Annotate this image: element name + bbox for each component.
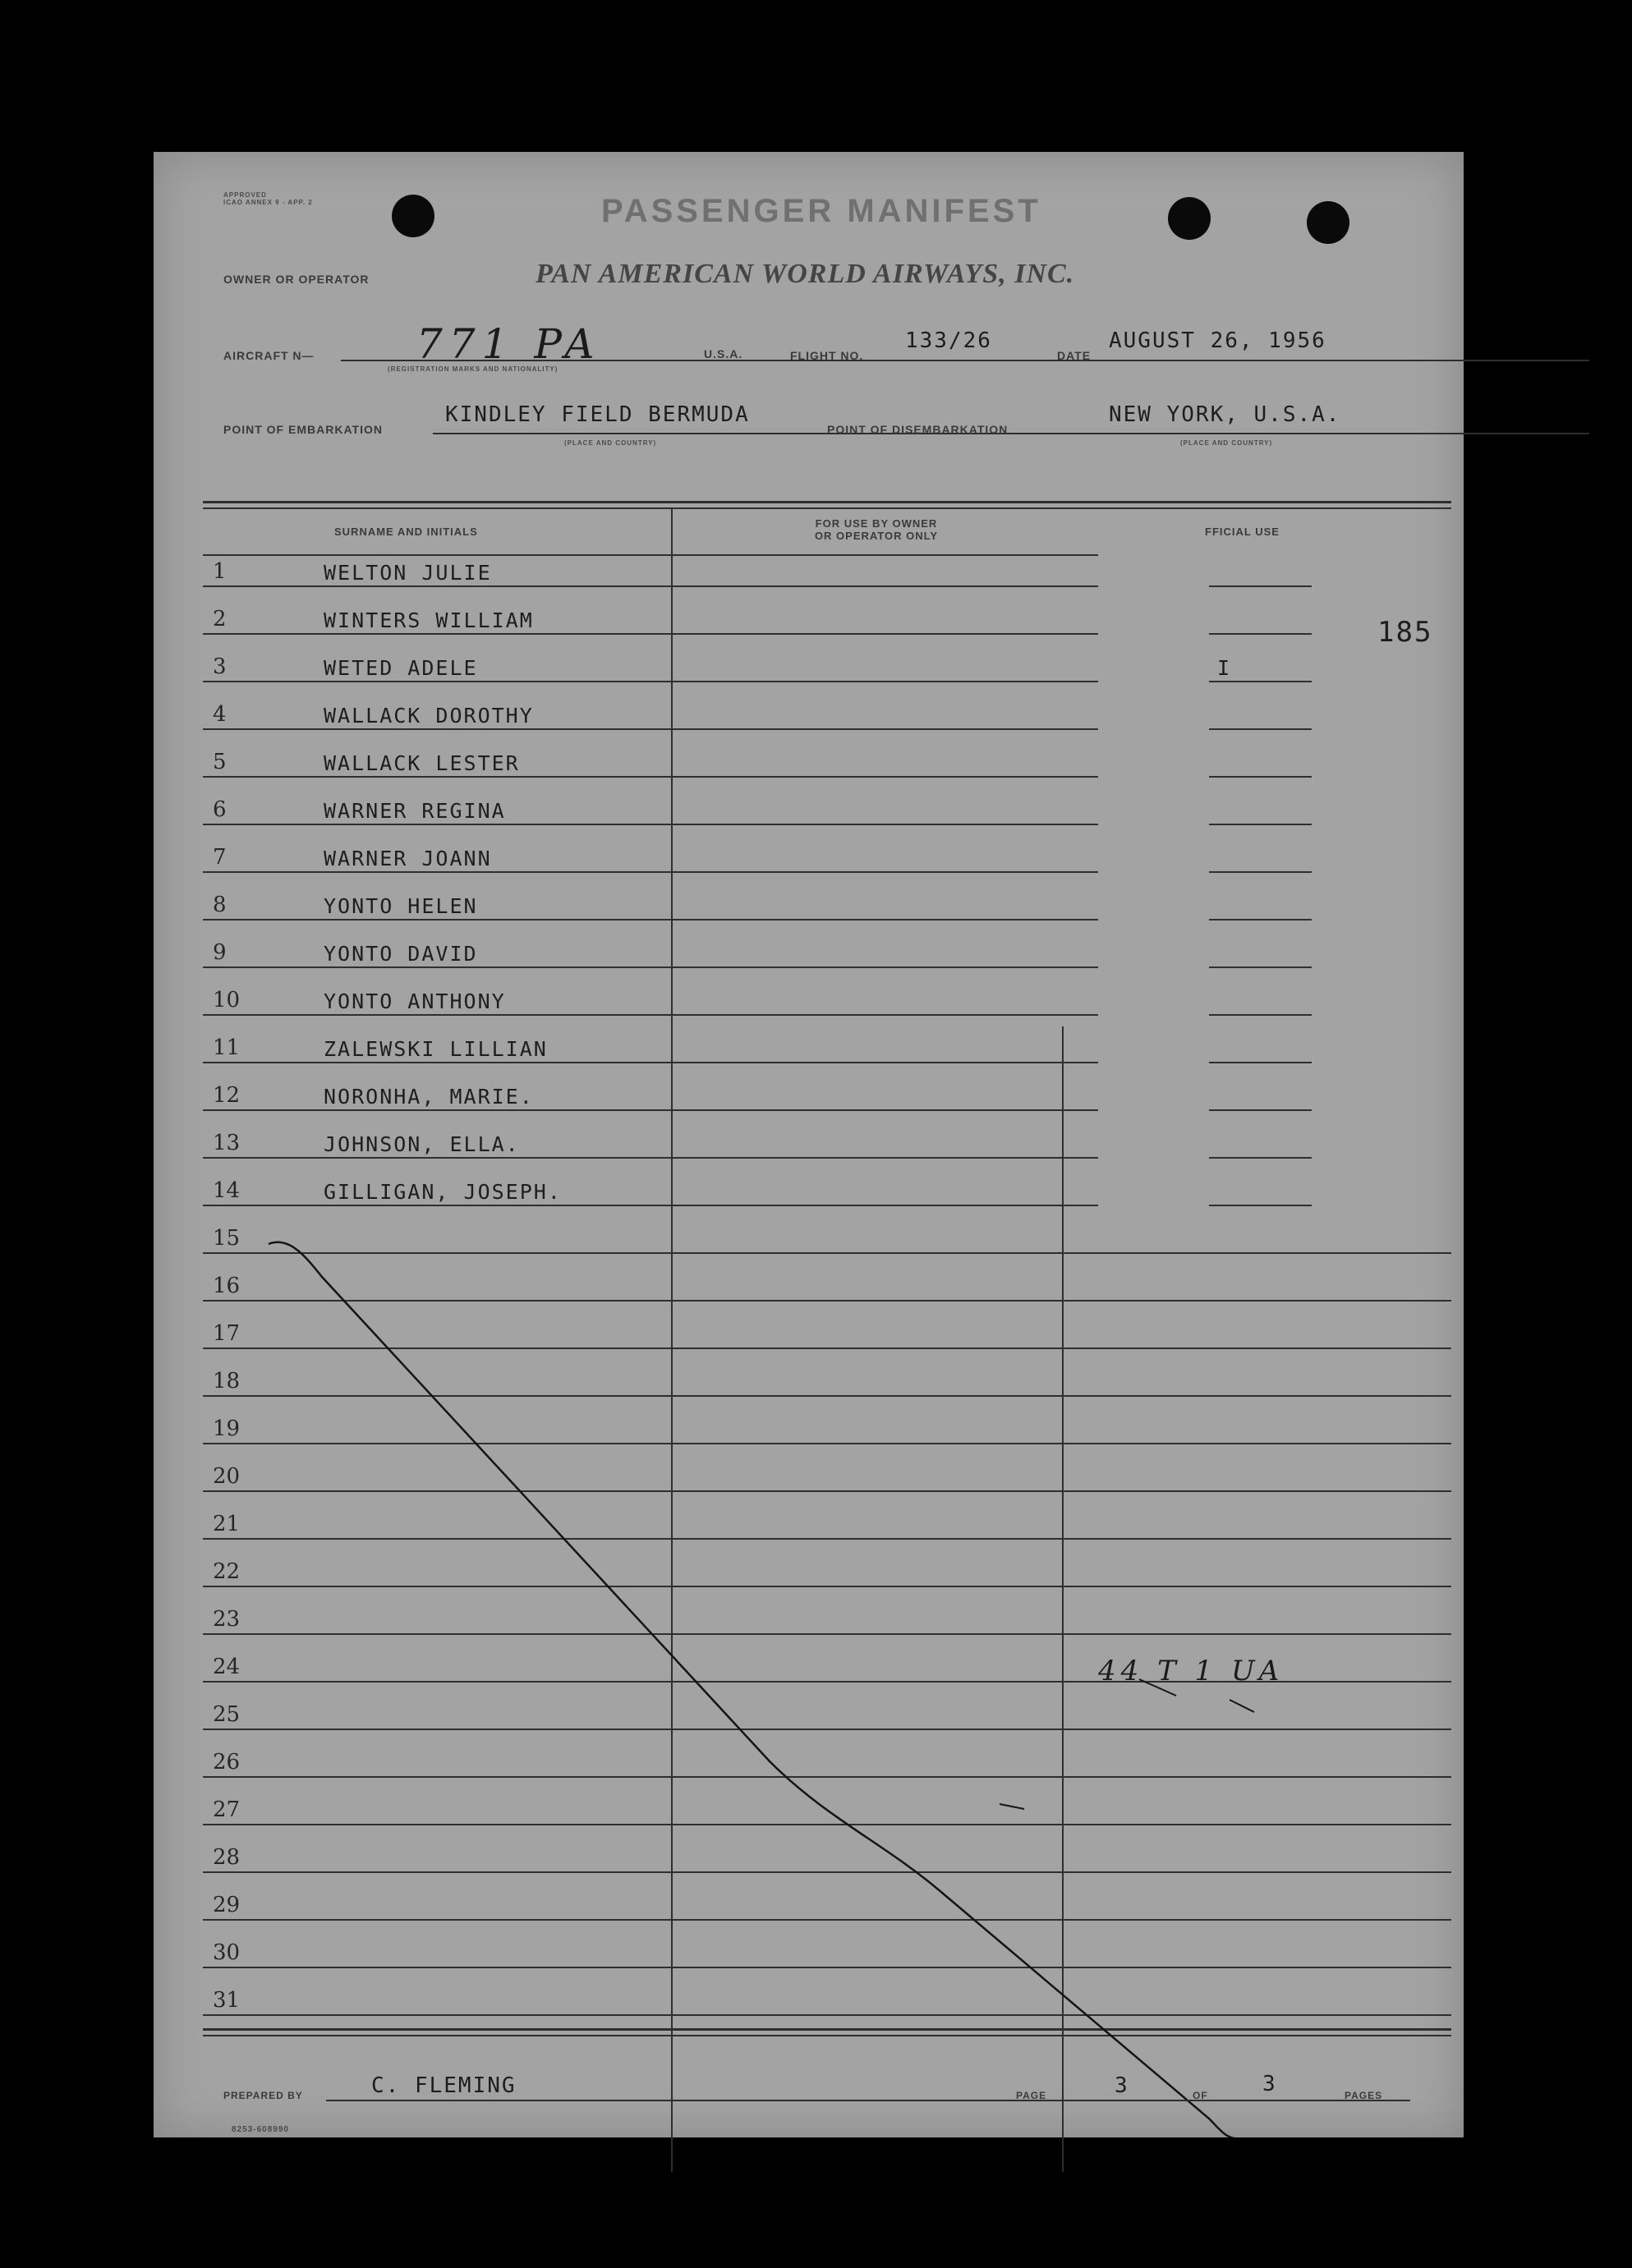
flight-value: 133/26	[905, 328, 992, 353]
passenger-name: WALLACK LESTER	[324, 751, 520, 775]
date-label: DATE	[1057, 349, 1092, 362]
owner-label: OWNER OR OPERATOR	[223, 273, 370, 286]
passenger-name: YONTO HELEN	[324, 894, 478, 918]
row-number: 3	[213, 654, 227, 679]
page-label: PAGE	[1016, 2090, 1047, 2101]
row-number: 20	[213, 1464, 241, 1489]
side-number: 185	[1377, 616, 1433, 649]
passenger-name: WINTERS WILLIAM	[324, 608, 534, 632]
row-number: 28	[213, 1845, 241, 1870]
row-number: 19	[213, 1416, 241, 1441]
page-value: 3	[1115, 2073, 1129, 2098]
date-value: AUGUST 26, 1956	[1109, 328, 1326, 353]
row-number: 15	[213, 1226, 241, 1251]
passenger-name: YONTO DAVID	[324, 942, 478, 966]
official-use-mark: I	[1217, 656, 1232, 680]
disembarkation-value: NEW YORK, U.S.A.	[1109, 402, 1341, 427]
row-number: 8	[213, 893, 227, 917]
of-label: OF	[1193, 2090, 1208, 2101]
of-value: 3	[1262, 2072, 1277, 2096]
row-number: 25	[213, 1702, 241, 1727]
flight-label: FLIGHT NO.	[790, 349, 864, 362]
cancellation-stroke	[154, 152, 1464, 2137]
passenger-name: WARNER REGINA	[324, 799, 506, 823]
form-code: 8253-608990	[232, 2125, 289, 2134]
row-number: 24	[213, 1655, 241, 1679]
embarkation-value: KINDLEY FIELD BERMUDA	[445, 402, 750, 427]
passenger-name: NORONHA, MARIE.	[324, 1085, 534, 1109]
row-number: 5	[213, 750, 227, 774]
passenger-name: JOHNSON, ELLA.	[324, 1132, 520, 1156]
passenger-name: WALLACK DOROTHY	[324, 704, 534, 728]
column-owner-header-line2: OR OPERATOR ONLY	[814, 530, 939, 542]
column-surname-header: SURNAME AND INITIALS	[334, 526, 478, 538]
prepared-value: C. FLEMING	[371, 2073, 517, 2098]
registration-note: (REGISTRATION MARKS AND NATIONALITY)	[388, 365, 559, 373]
row-number: 31	[213, 1988, 241, 2013]
passenger-name: ZALEWSKI LILLIAN	[324, 1037, 548, 1061]
row-number: 9	[213, 940, 227, 965]
aircraft-label: AIRCRAFT N—	[223, 349, 315, 362]
row-number: 7	[213, 845, 227, 870]
row-number: 2	[213, 607, 227, 631]
row-number: 17	[213, 1321, 241, 1346]
embarkation-label: POINT OF EMBARKATION	[223, 423, 383, 436]
handwritten-note: 44 T 1 UA	[1098, 1655, 1285, 1687]
row-number: 30	[213, 1940, 241, 1965]
column-owner-header-line1: FOR USE BY OWNER	[815, 517, 938, 530]
prepared-rule	[326, 2100, 1410, 2101]
prepared-label: PREPARED BY	[223, 2090, 303, 2101]
row-number: 22	[213, 1559, 241, 1584]
row-number: 21	[213, 1512, 241, 1536]
row-number: 1	[213, 559, 227, 584]
row-number: 4	[213, 702, 227, 727]
passenger-name: WETED ADELE	[324, 656, 478, 680]
row-number: 23	[213, 1607, 241, 1632]
stamp-line-2: ICAO ANNEX 9 - APP. 2	[223, 199, 313, 206]
passenger-name: WARNER JOANN	[324, 847, 492, 870]
usa-label: U.S.A.	[704, 347, 743, 360]
row-number: 12	[213, 1083, 241, 1108]
manifest-sheet	[154, 152, 1464, 2137]
embarkation-note: (PLACE AND COUNTRY)	[564, 439, 657, 447]
row-number: 27	[213, 1797, 241, 1822]
disembarkation-note: (PLACE AND COUNTRY)	[1180, 439, 1273, 447]
row-number: 16	[213, 1274, 241, 1298]
aircraft-value: 771 PA	[416, 320, 601, 368]
column-official-header: FFICIAL USE	[1205, 526, 1280, 538]
passenger-name: GILLIGAN, JOSEPH.	[324, 1180, 562, 1204]
row-number: 26	[213, 1750, 241, 1774]
pages-label: PAGES	[1345, 2090, 1383, 2101]
row-number: 29	[213, 1893, 241, 1917]
row-number: 10	[213, 988, 241, 1012]
row-number: 11	[213, 1035, 241, 1060]
disembarkation-label: POINT OF DISEMBARKATION	[827, 423, 1009, 436]
row-number: 18	[213, 1369, 241, 1393]
row-number: 14	[213, 1178, 241, 1203]
passenger-name: WELTON JULIE	[324, 561, 492, 585]
row-number: 13	[213, 1131, 241, 1155]
stamp-line-1: APPROVED	[223, 191, 267, 199]
page-title: PASSENGER MANIFEST	[601, 193, 1041, 229]
row-number: 6	[213, 797, 227, 822]
operator-name: PAN AMERICAN WORLD AIRWAYS, INC.	[536, 259, 1075, 289]
passenger-name: YONTO ANTHONY	[324, 989, 506, 1013]
